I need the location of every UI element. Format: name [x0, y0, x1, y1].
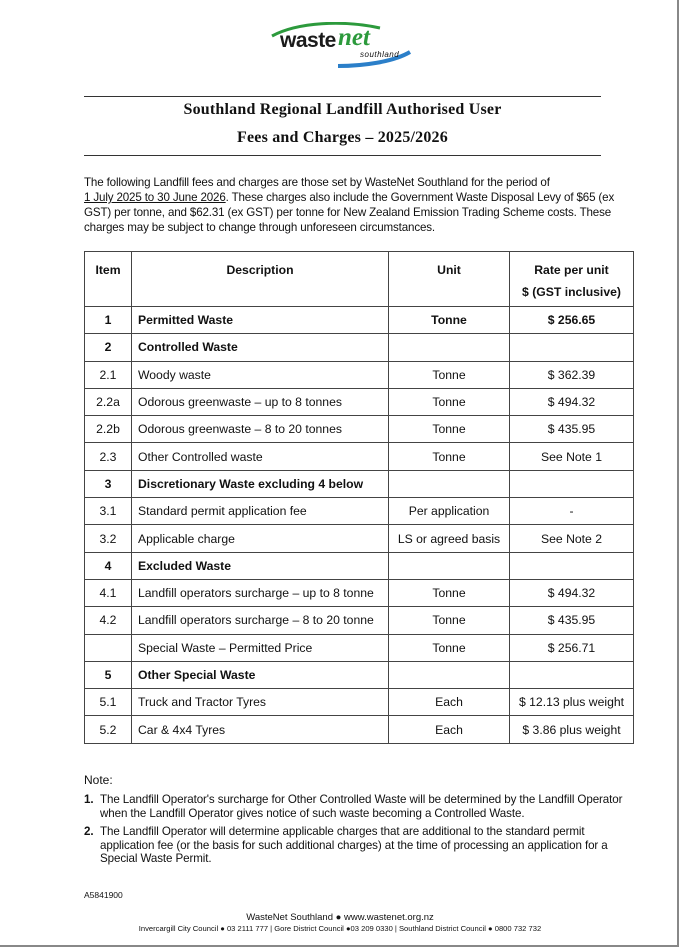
- row-rate: -: [510, 498, 634, 525]
- row-description: Landfill operators surcharge – 8 to 20 tonne: [132, 607, 389, 634]
- footer-line2: Invercargill City Council ● 03 2111 777 | Gore District Council ●03 209 0330 | Southland District Council ● 0800 732 732: [138, 924, 542, 933]
- table-row: [85, 661, 634, 688]
- table-row: [85, 416, 634, 443]
- header-rate-line1: Rate per unit: [534, 263, 609, 277]
- row-item: 4: [85, 552, 132, 579]
- row-unit: LS or agreed basis: [389, 525, 510, 552]
- row-unit: Tonne: [389, 388, 510, 415]
- row-unit: [389, 661, 510, 688]
- row-unit: Tonne: [389, 307, 510, 334]
- table-row: [85, 579, 634, 606]
- row-unit: Tonne: [389, 579, 510, 606]
- logo-word-waste: waste: [280, 29, 336, 52]
- table-row: [85, 607, 634, 634]
- intro-paragraph: [84, 175, 634, 235]
- row-unit: Each: [389, 689, 510, 716]
- table-row: [85, 498, 634, 525]
- row-rate: $ 256.71: [510, 634, 634, 661]
- row-unit: Per application: [389, 498, 510, 525]
- notes-list: [84, 793, 637, 871]
- row-rate: $ 435.95: [510, 416, 634, 443]
- title-rule-top: [84, 96, 601, 97]
- table-row: [85, 334, 634, 361]
- row-rate: $ 3.86 plus weight: [510, 716, 634, 743]
- page-title-line2: Fees and Charges – 2025/2026: [237, 129, 448, 146]
- row-description: Odorous greenwaste – 8 to 20 tonnes: [132, 416, 389, 443]
- intro-text-end: . These charges also include the Government Waste Disposal Levy of $65 (ex GST) per tonne, and $62.31 (ex GST) per tonne for New Zealand Emission Trading Scheme costs. These charges may be subject to change through unforeseen circumstances.: [84, 191, 615, 234]
- row-rate: See Note 2: [510, 525, 634, 552]
- row-rate: [510, 661, 634, 688]
- notes-label: Note:: [84, 773, 113, 787]
- table-row: [85, 552, 634, 579]
- row-rate: $ 256.65: [510, 307, 634, 334]
- row-rate: $ 494.32: [510, 388, 634, 415]
- table-row: [85, 361, 634, 388]
- row-description: Truck and Tractor Tyres: [132, 689, 389, 716]
- row-description: Controlled Waste: [132, 334, 389, 361]
- note-item: [84, 825, 637, 866]
- row-item: 5: [85, 661, 132, 688]
- note-text: The Landfill Operator's surcharge for Other Controlled Waste will be determined by the Landfill Operator when the Landfill Operator gives notice of such waste becoming a Controlled Waste.: [100, 793, 623, 820]
- row-unit: Tonne: [389, 634, 510, 661]
- note-number: 2.: [84, 825, 94, 838]
- header-rate-line2: $ (GST inclusive): [522, 285, 621, 299]
- table-row: [85, 307, 634, 334]
- row-description: Special Waste – Permitted Price: [132, 634, 389, 661]
- intro-text-start: The following Landfill fees and charges are those set by WasteNet Southland for the period of: [84, 176, 550, 189]
- row-description: Odorous greenwaste – up to 8 tonnes: [132, 388, 389, 415]
- row-description: Car & 4x4 Tyres: [132, 716, 389, 743]
- table-row: [85, 388, 634, 415]
- table-header-row: [85, 252, 634, 307]
- row-unit: [389, 470, 510, 497]
- row-description: Standard permit application fee: [132, 498, 389, 525]
- row-item: 4.1: [85, 579, 132, 606]
- row-unit: [389, 334, 510, 361]
- row-item: 5.1: [85, 689, 132, 716]
- row-item: [85, 634, 132, 661]
- table-row: [85, 525, 634, 552]
- row-item: 3: [85, 470, 132, 497]
- row-item: 4.2: [85, 607, 132, 634]
- row-description: Woody waste: [132, 361, 389, 388]
- row-item: 1: [85, 307, 132, 334]
- row-description: Permitted Waste: [132, 307, 389, 334]
- logo-word-net: net: [338, 24, 370, 51]
- row-rate: $ 494.32: [510, 579, 634, 606]
- row-description: Landfill operators surcharge – up to 8 tonne: [132, 579, 389, 606]
- row-rate: [510, 470, 634, 497]
- row-unit: Tonne: [389, 416, 510, 443]
- row-item: 5.2: [85, 716, 132, 743]
- row-unit: Tonne: [389, 443, 510, 470]
- table-row: [85, 470, 634, 497]
- row-rate: See Note 1: [510, 443, 634, 470]
- logo-word-southland: southland: [360, 50, 400, 59]
- row-item: 2.1: [85, 361, 132, 388]
- row-rate: [510, 552, 634, 579]
- row-description: Discretionary Waste excluding 4 below: [132, 470, 389, 497]
- wastenet-logo: [268, 22, 413, 72]
- row-item: 3.1: [85, 498, 132, 525]
- document-reference: A5841900: [84, 890, 123, 900]
- row-unit: Tonne: [389, 607, 510, 634]
- header-item: Item: [85, 252, 132, 307]
- row-item: 2: [85, 334, 132, 361]
- row-unit: Each: [389, 716, 510, 743]
- row-item: 2.3: [85, 443, 132, 470]
- row-description: Other Special Waste: [132, 661, 389, 688]
- table-row: [85, 634, 634, 661]
- row-rate: $ 12.13 plus weight: [510, 689, 634, 716]
- intro-period: 1 July 2025 to 30 June 2026: [84, 191, 226, 204]
- row-unit: Tonne: [389, 361, 510, 388]
- row-item: 3.2: [85, 525, 132, 552]
- row-item: 2.2b: [85, 416, 132, 443]
- row-rate: [510, 334, 634, 361]
- footer-line1: WasteNet Southland ● www.wastenet.org.nz: [246, 912, 434, 923]
- fees-table: [84, 251, 634, 744]
- table-row: [85, 443, 634, 470]
- row-rate: $ 362.39: [510, 361, 634, 388]
- header-rate: [510, 252, 634, 307]
- row-description: Other Controlled waste: [132, 443, 389, 470]
- row-description: Applicable charge: [132, 525, 389, 552]
- row-description: Excluded Waste: [132, 552, 389, 579]
- note-item: [84, 793, 637, 820]
- row-item: 2.2a: [85, 388, 132, 415]
- header-description: Description: [132, 252, 389, 307]
- row-rate: $ 435.95: [510, 607, 634, 634]
- table-row: [85, 689, 634, 716]
- table-row: [85, 716, 634, 743]
- note-text: The Landfill Operator will determine applicable charges that are additional to the standard permit application fee (or the basis for such additional charges) at the time of processing an application for a Special Waste Permit.: [100, 825, 608, 865]
- page-title-line1: Southland Regional Landfill Authorised User: [183, 101, 502, 118]
- row-unit: [389, 552, 510, 579]
- note-number: 1.: [84, 793, 94, 806]
- header-unit: Unit: [389, 252, 510, 307]
- title-rule-bottom: [84, 155, 601, 156]
